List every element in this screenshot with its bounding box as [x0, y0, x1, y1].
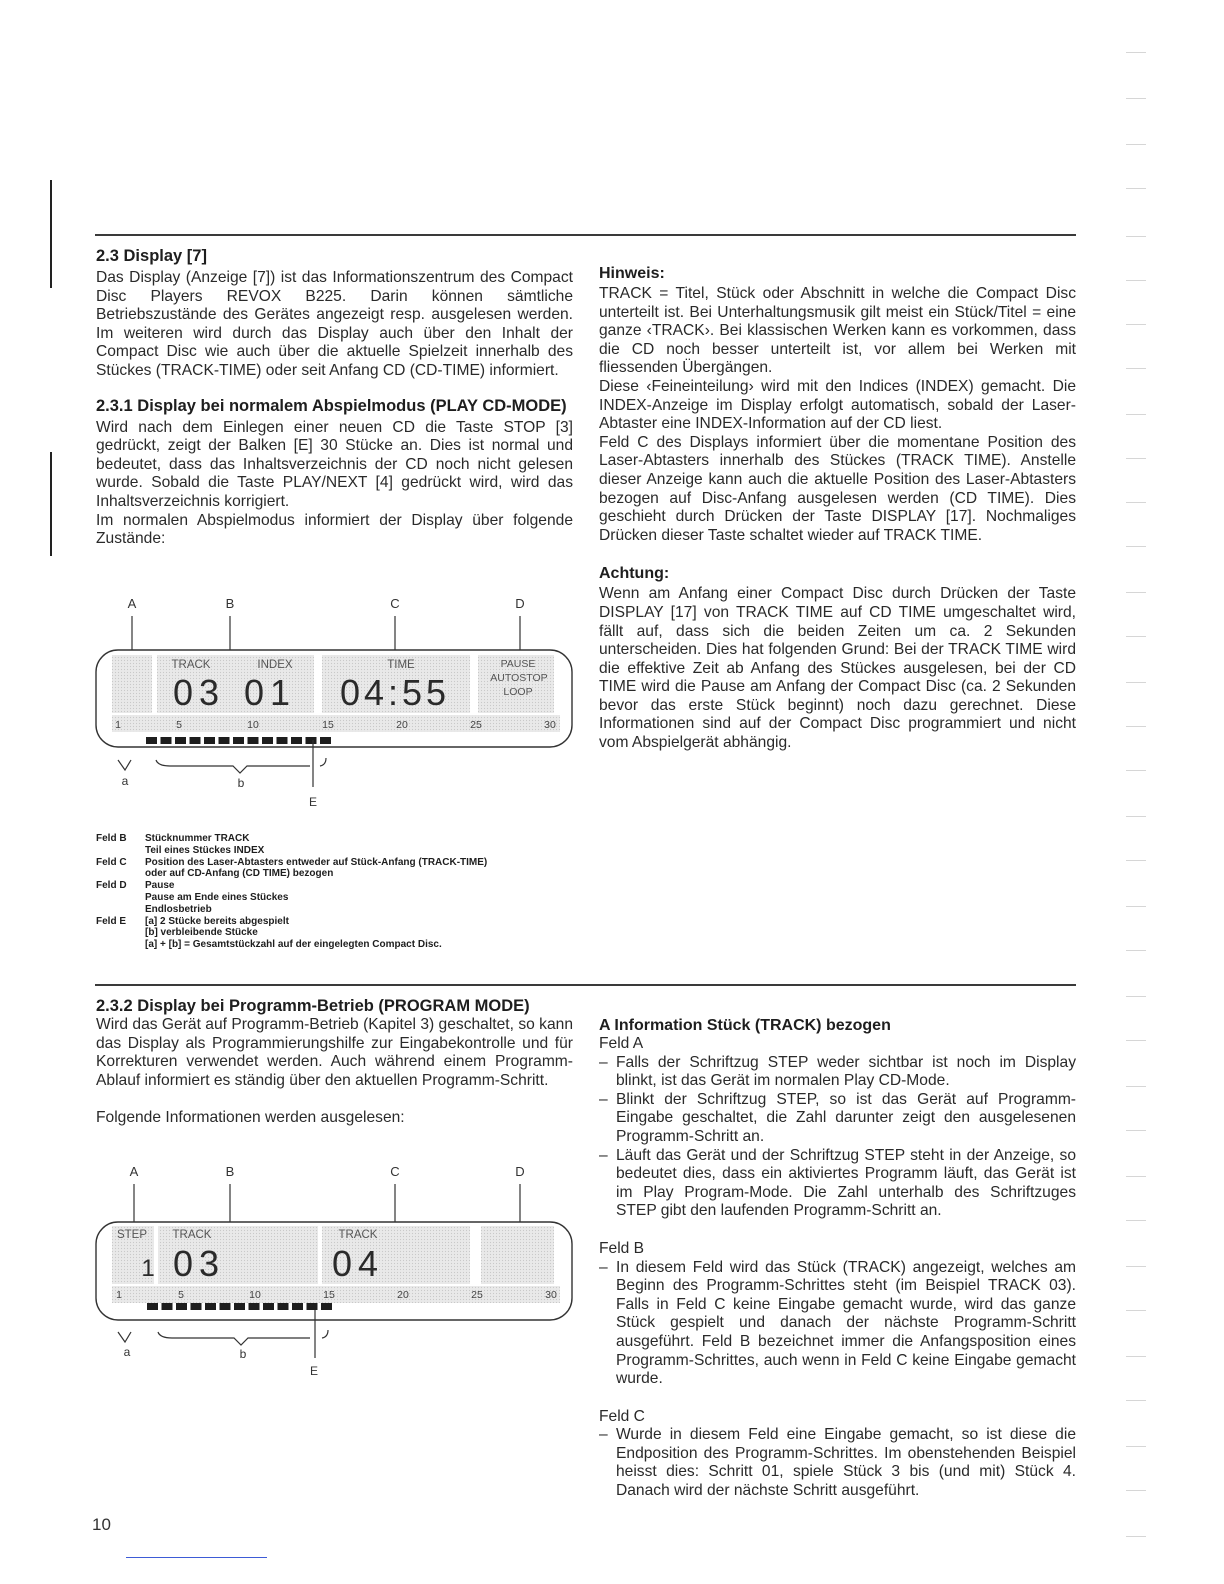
track-bar-segment — [320, 737, 331, 744]
feld-b-heading: Feld B — [599, 1239, 645, 1257]
digits-track-end: 04 — [331, 1243, 385, 1284]
section-a-heading: A Information Stück (TRACK) bezogen — [599, 1017, 891, 1034]
field-a — [112, 655, 152, 713]
scale-25: 25 — [470, 719, 482, 731]
label-track: TRACK — [172, 1229, 212, 1241]
scale-30: 30 — [545, 1289, 557, 1301]
legend-label: Feld E — [96, 915, 127, 927]
bracket-a — [118, 760, 131, 770]
pointer-a: A — [127, 596, 137, 611]
scale-15: 15 — [323, 1289, 335, 1301]
bracket-b — [158, 1332, 310, 1345]
dash-bullet: – — [599, 1053, 608, 1071]
track-bar-segment — [263, 1303, 274, 1310]
label-index: INDEX — [257, 659, 293, 671]
label-track-end: TRACK — [338, 1229, 378, 1241]
scale-25: 25 — [471, 1289, 483, 1301]
scale-5: 5 — [178, 1289, 184, 1301]
legend-line: [a] 2 Stücke bereits abgespielt — [145, 915, 289, 927]
left-top-column — [96, 247, 573, 549]
legend-row-c — [96, 857, 487, 881]
section-heading-2-3: 2.3 Display [7] — [96, 247, 207, 265]
scale-5: 5 — [176, 719, 182, 731]
track-bar-segment — [291, 737, 302, 744]
bracket-end-e — [322, 1330, 328, 1338]
dash-bullet: – — [599, 1090, 608, 1108]
label-time: TIME — [387, 659, 415, 671]
track-bar-segment — [220, 1303, 231, 1310]
hinweis-heading: Hinweis: — [599, 265, 665, 282]
scale-10: 10 — [247, 719, 259, 731]
track-bar-segment — [292, 1303, 303, 1310]
top-rule — [95, 234, 1076, 236]
legend-line: oder auf CD-Anfang (CD TIME) bezogen — [145, 868, 334, 880]
track-bar-segment — [277, 737, 288, 744]
section-2-3-paragraph: Das Display (Anzeige [7]) ist das Informationszentrum des Compact Disc Players REVOX B225. Darin können sämtliche Betriebszustände des Gerätes angezeigt resp. ausgelesen werden. Im weiteren wird durch das Display auch über den Inhalt der Compact Disc wie auch über die aktuelle Spielzeit innerhalb des Stückes (TRACK-TIME) oder seit Anfang CD (CD-TIME) informiert. — [96, 269, 573, 379]
section-heading-2-3-2: 2.3.2 Display bei Programm-Betrieb (PROGRAM MODE) — [96, 997, 530, 1015]
track-bar-segment — [306, 737, 317, 744]
list-item — [599, 1147, 1076, 1221]
hinweis-paragraph-2: Diese ‹Feineinteilung› wird mit den Indices (INDEX) gemacht. Die INDEX-Anzeige im Display erfolgt automatisch, sobald der Laser-Abtaster eine INDEX-Information auf der CD liest. — [599, 377, 1076, 433]
dash-bullet: – — [599, 1426, 608, 1444]
legend-line: Pause am Ende eines Stückes — [145, 891, 289, 903]
field-d — [481, 1226, 554, 1284]
pointer-a: A — [129, 1164, 139, 1179]
track-bar-segment — [219, 737, 230, 744]
legend-row-b — [96, 833, 487, 857]
feld-a-item-2: Blinkt der Schriftzug STEP, so ist das Gerät auf Programm-Eingabe geschaltet, die Zahl darunter zeigt den ausgelesenen Programm-Schritt an. — [616, 1090, 1076, 1145]
scale-15: 15 — [322, 719, 334, 731]
track-bar-segment — [204, 737, 215, 744]
feld-c-heading: Feld C — [599, 1407, 645, 1425]
margin-bar-top — [50, 180, 52, 288]
middle-rule — [95, 984, 1076, 986]
scale-10: 10 — [249, 1289, 261, 1301]
section-2-3-2-paragraph: Wird das Gerät auf Programm-Betrieb (Kapitel 3) geschaltet, so kann das Display als Programmierungshilfe zur Eingabekontrolle und für Korrekturen verwendet werden. Auch während einem Programm-Ablauf informiert es ständig über den aktuellen Programm-Schritt. — [96, 1016, 573, 1089]
track-bar-segment — [147, 1303, 158, 1310]
dash-bullet: – — [599, 1258, 608, 1276]
track-bar-segment — [162, 1303, 173, 1310]
bottom-link-underline — [126, 1557, 267, 1558]
sub-b: b — [239, 1347, 247, 1361]
label-track: TRACK — [171, 659, 211, 671]
list-item — [599, 1426, 1076, 1500]
digits-index: 01 — [243, 672, 297, 713]
right-top-column — [599, 264, 1076, 753]
sub-e: E — [309, 1364, 319, 1378]
track-bar-segment — [234, 1303, 245, 1310]
legend-line: [a] + [b] = Gesamtstückzahl auf der eingelegten Compact Disc. — [145, 939, 442, 951]
sub-a: a — [123, 1345, 131, 1359]
display-diagram-play-mode — [90, 590, 580, 815]
track-bar-segment — [146, 737, 157, 744]
legend-line: Endlosbetrieb — [145, 903, 212, 915]
hinweis-paragraph-3: Feld C des Displays informiert über die momentane Position des Laser-Abtasters innerhalb des Stückes (TRACK TIME). Anstelle dieser Anzeige kann auch die aktuelle Position des Laser-Abtasters bezogen auf Disc-Anfang ausgelesen werden (CD TIME). Dies geschieht durch Drücken der Taste DISPLAY [17]. Nochmaliges Drücken dieser Taste schaltet wieder auf TRACK TIME. — [599, 433, 1076, 544]
sub-e: E — [308, 795, 318, 809]
track-bar-segment — [248, 737, 259, 744]
bracket-end-e — [320, 758, 326, 766]
sub-b: b — [237, 776, 245, 790]
label-loop: LOOP — [503, 686, 533, 698]
hinweis-paragraph-1: TRACK = Titel, Stück oder Abschnitt in welche die Compact Disc unterteilt ist. Bei Unterhaltungsmusik gilt meist ein Stück/Titel = eine ganze ‹TRACK›. Bei klassischen Werken kann es vorkommen, dass die CD noch besser unterteilt ist, vor allem bei Werken mit fliessenden Übergängen. — [599, 285, 1076, 377]
list-item — [599, 1054, 1076, 1091]
pointer-c: C — [390, 1164, 400, 1179]
legend-line: Teil eines Stückes INDEX — [145, 844, 265, 856]
list-item — [599, 1091, 1076, 1147]
right-bottom-column — [599, 1016, 1076, 1501]
section-2-3-1-paragraph: Wird nach dem Einlegen einer neuen CD die Taste STOP [3] gedrückt, zeigt der Balken [E] 30 Stücke an. Dies ist normal und bedeutet, dass das Inhaltsverzeichnis der CD noch nicht gelesen wurde. Sobald die Taste PLAY/NEXT [4] gedrückt wird, wird das Inhaltsverzeichnis korrigiert. — [96, 418, 573, 510]
legend-row-d — [96, 880, 487, 915]
scale-1: 1 — [116, 1289, 122, 1301]
track-bar-segment — [262, 737, 273, 744]
legend-line: [b] verbleibende Stücke — [145, 927, 258, 939]
display-diagram-program-mode — [90, 1160, 580, 1385]
track-bar-segment — [205, 1303, 216, 1310]
feld-a-item-3: Läuft das Gerät und der Schriftzug STEP steht in der Anzeige, so bedeutet dies, dass ein aktiviertes Programm läuft, das Gerät ist im Play Program-Mode. Die Zahl unterhalb des Schriftzuges STEP gibt den laufenden Programm-Schritt an. — [616, 1146, 1076, 1220]
track-bar-segment — [249, 1303, 260, 1310]
page-number: 10 — [92, 1515, 111, 1534]
track-bar-segment — [233, 737, 244, 744]
digits-track: 03 — [172, 1243, 226, 1284]
track-bar-segment — [175, 737, 186, 744]
pointer-d: D — [515, 596, 525, 611]
margin-bar-middle — [50, 452, 52, 556]
legend-row-e — [96, 916, 487, 951]
track-bar-segment — [176, 1303, 187, 1310]
scale-20: 20 — [396, 719, 408, 731]
list-item — [599, 1259, 1076, 1389]
legend-line: Stücknummer TRACK — [145, 833, 250, 844]
track-bar-segment — [307, 1303, 318, 1310]
bracket-b — [156, 760, 310, 773]
track-bar-segment — [190, 737, 201, 744]
label-pause: PAUSE — [500, 658, 536, 670]
feld-b-item-1: In diesem Feld wird das Stück (TRACK) angezeigt, welches am Beginn des Programm-Schrittes steht (im Beispiel TRACK 03). Falls in Feld C keine Eingabe gemacht wurde, wird das ganze Stück gespielt und danach der nächste Programm-Schritt ausgeführt. Feld B bezeichnet immer die Anfangsposition eines Programm-Schrittes, auch wenn in Feld C keine Eingabe gemacht wurde. — [616, 1258, 1076, 1388]
section-heading-2-3-1: 2.3.1 Display bei normalem Abspielmodus (PLAY CD-MODE) — [96, 396, 567, 415]
feld-a-item-1: Falls der Schriftzug STEP weder sichtbar ist noch im Display blinkt, ist das Gerät im normalen Play CD-Mode. — [616, 1053, 1076, 1090]
track-bar-segment — [191, 1303, 202, 1310]
section-2-3-2-paragraph-2: Folgende Informationen werden ausgelesen: — [96, 1109, 405, 1127]
track-bar-segment — [161, 737, 172, 744]
scale-20: 20 — [397, 1289, 409, 1301]
pointer-b: B — [225, 596, 235, 611]
pointer-c: C — [390, 596, 400, 611]
section-2-3-1-paragraph-2: Im normalen Abspielmodus informiert der Display über folgende Zustände: — [96, 511, 573, 548]
achtung-paragraph: Wenn am Anfang einer Compact Disc durch Drücken der Taste DISPLAY [17] von TRACK TIME auf CD TIME umgeschaltet wird, fällt auf, dass sich die beiden Zeiten um ca. 2 Sekunden unterscheiden. Dies hat folgenden Grund: Bei der TRACK TIME wird die effektive Zeit ab Anfang des Stückes ausgelesen, bei der CD TIME wird die Pause am Anfang der Compact Disc (ca. 2 Sekunden bevor das erste Stück beginnt) noch dazu gerechnet. Diese Informationen sind auf der Compact Disc programmiert und nicht vom Abspielgerät abhängig. — [599, 585, 1076, 752]
legend-line: Position des Laser-Abtasters entweder auf Stück-Anfang (TRACK-TIME) — [145, 856, 488, 868]
bracket-a — [118, 1332, 131, 1342]
legend-label: Feld D — [96, 880, 127, 892]
legend-label: Feld C — [96, 856, 127, 868]
scale-30: 30 — [544, 719, 556, 731]
digits-step: 1 — [141, 1255, 155, 1282]
pointer-b: B — [225, 1164, 235, 1179]
legend-label: Feld B — [96, 833, 127, 844]
track-bar-segment — [321, 1303, 332, 1310]
scale-1: 1 — [115, 719, 121, 731]
sub-a: a — [121, 774, 129, 788]
pointer-d: D — [515, 1164, 525, 1179]
left-bottom-column — [96, 997, 573, 1128]
label-autostop: AUTOSTOP — [490, 672, 548, 684]
legend-line: Pause — [145, 880, 175, 892]
digits-track: 03 — [172, 672, 226, 713]
track-bar-segment — [278, 1303, 289, 1310]
digits-time: 04:55 — [339, 672, 451, 713]
feld-a-heading: Feld A — [599, 1035, 644, 1052]
label-step: STEP — [116, 1229, 148, 1241]
achtung-heading: Achtung: — [599, 565, 670, 583]
display-legend — [96, 833, 487, 951]
feld-c-item-1: Wurde in diesem Feld eine Eingabe gemacht, so ist diese die Endposition des Programm-Schrittes. Im obenstehenden Beispiel heisst dies: Schritt 01, spiele Stück 3 bis (und mit) Stück 4. Danach wird der nächste Schritt ausgeführt. — [616, 1426, 1076, 1500]
dash-bullet: – — [599, 1146, 608, 1164]
